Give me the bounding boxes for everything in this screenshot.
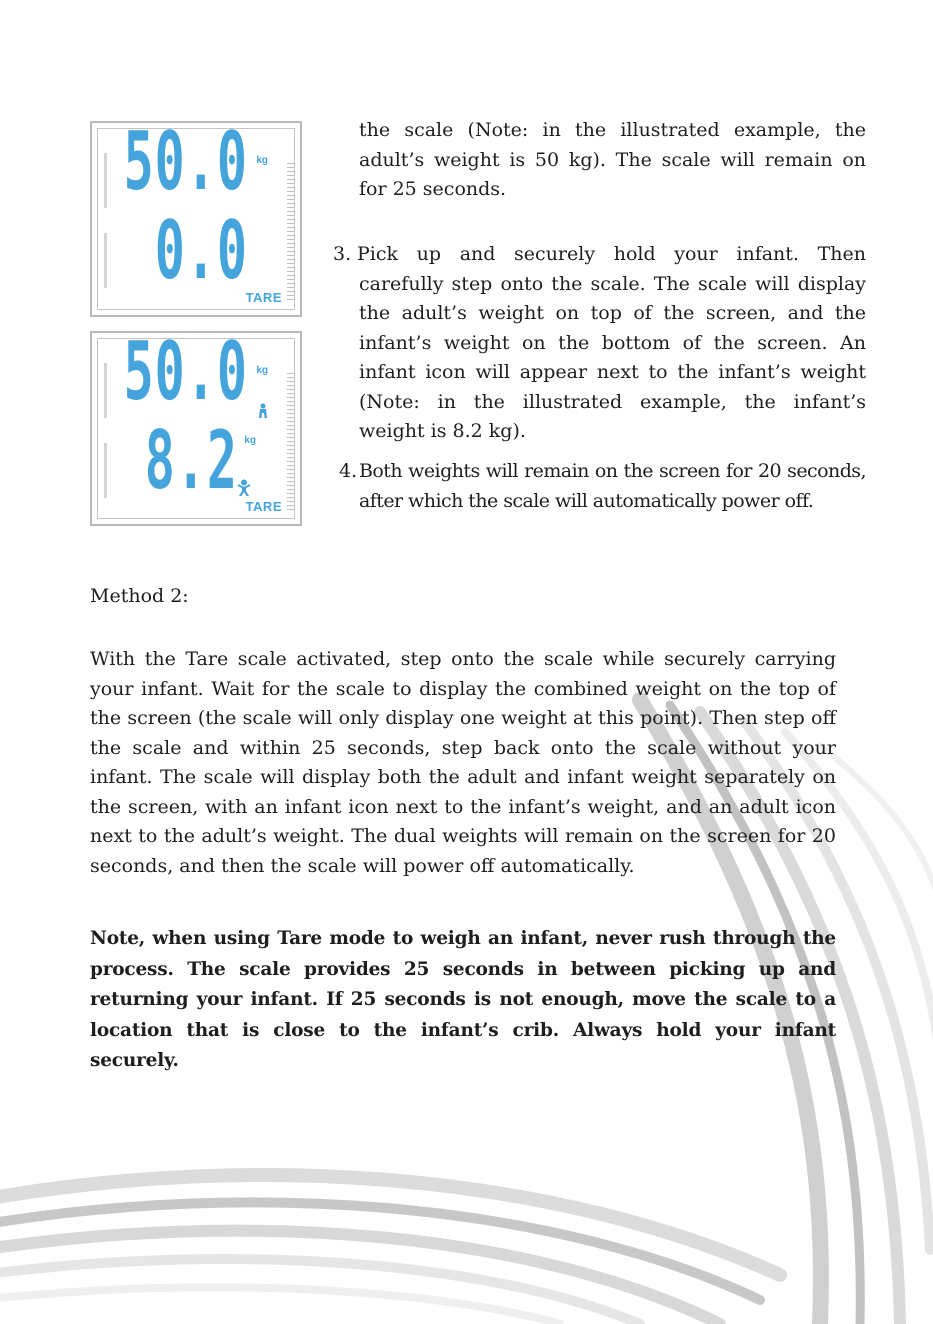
step-3-text: Pick up and securely hold your infant. Then carefully step onto the scale. The scale will display the adult’s weight on top of the screen, and the infant’s weight on the bottom of the screen. An infant icon will appear next to the infant’s weight (Note: in the illustrated example, the infant’s weight is 8.2 kg).: [357, 243, 866, 442]
lcd-display-dual-weight: [90, 325, 302, 526]
swoosh-stroke: [0, 1287, 560, 1324]
lcd-side-segment: [104, 233, 107, 288]
adult-figure-icon: [256, 403, 270, 419]
lcd-tick-scale: [287, 163, 294, 303]
adult-weight-unit: kg: [256, 365, 268, 376]
infant-weight-readout: 0.0: [154, 204, 248, 298]
adult-weight-readout: 50.0: [123, 115, 248, 209]
method-2-body: With the Tare scale activated, step onto the scale while securely carrying your infant. Wait for the scale to display the combined weight on the top of the screen (the scale will only display one weight at this point). Then step off the scale and within 25 seconds, step back onto the scale without your infant. The scale will display both the adult and infant weight separately on the screen, with an infant icon next to the infant’s weight, and an adult icon next to the adult’s weight. The dual weights will remain on the screen for 20 seconds, and then the scale will power off automatically.: [90, 648, 836, 877]
lcd-tick-scale: [287, 373, 294, 513]
infant-weight-readout: 8.2: [144, 414, 238, 508]
swoosh-stroke: [0, 1202, 760, 1300]
infant-figure-icon: [236, 479, 252, 497]
lcd-side-segment: [104, 443, 107, 498]
infant-weight-unit: kg: [244, 435, 256, 446]
lcd-side-segment: [104, 363, 107, 418]
adult-weight-unit: kg: [256, 155, 268, 166]
tare-indicator: TARE: [245, 290, 282, 305]
step-4-text: Both weights will remain on the screen for 20 seconds, after which the scale will automatically power off.: [359, 460, 866, 512]
lcd-display-single-weight: [90, 115, 302, 317]
tare-indicator: TARE: [245, 499, 282, 514]
lcd-side-segment: [104, 153, 107, 208]
method-2-heading: Method 2:: [90, 585, 189, 607]
step-2-continuation: the scale (Note: in the illustrated example, the adult’s weight is 50 kg). The scale will remain on for 25 seconds.: [359, 119, 866, 200]
step-4-number: 4.: [339, 460, 358, 482]
safety-note: Note, when using Tare mode to weigh an infant, never rush through the process. The scale provides 25 seconds in between picking up and returning your infant. If 25 seconds is not enough, move the scale to a location that is close to the infant’s crib. Always hold your infant securely.: [90, 928, 836, 1071]
step-3-number: 3.: [333, 243, 352, 265]
adult-weight-readout: 50.0: [123, 325, 248, 419]
